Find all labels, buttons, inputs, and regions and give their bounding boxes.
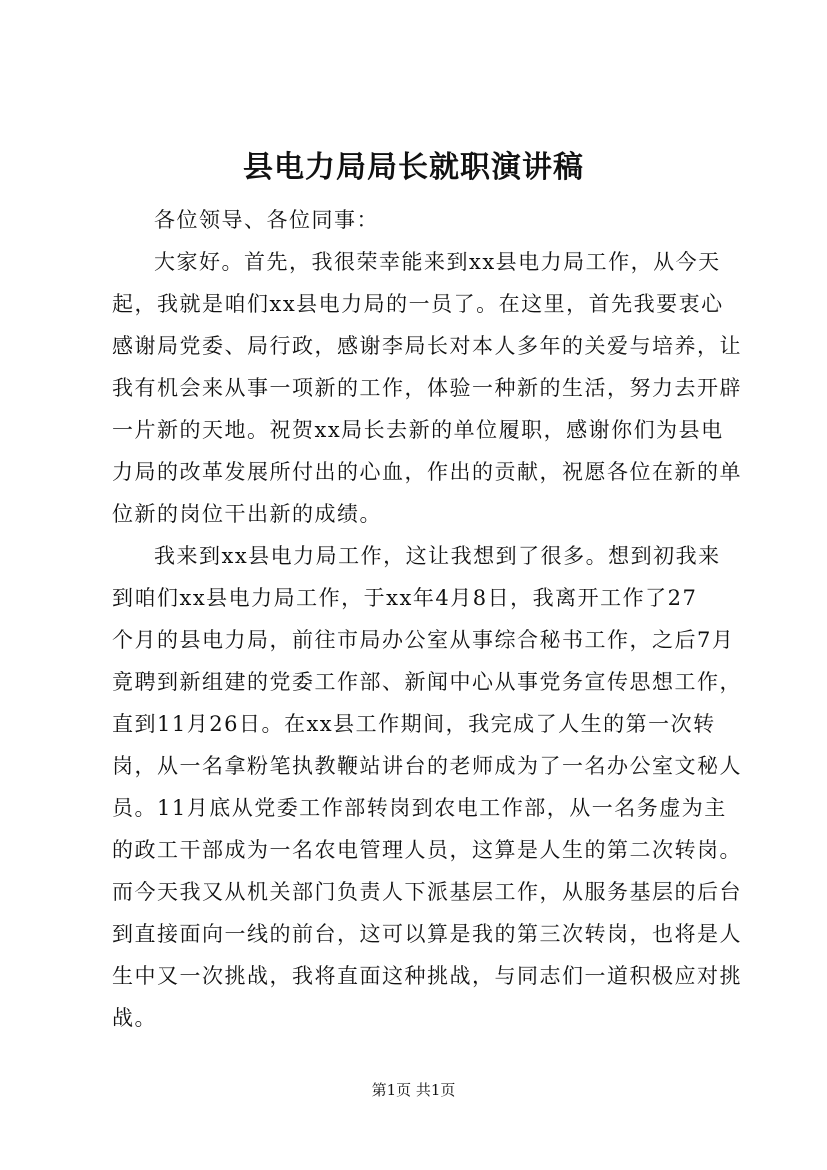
paragraph-line: 感谢局党委、局行政，感谢李局长对本人多年的关爱与培养，让 (112, 334, 742, 358)
paragraph-line: 力局的改革发展所付出的心血，作出的贡献，祝愿各位在新的单 (112, 460, 742, 484)
paragraph-line: 位新的岗位干出新的成绩。 (112, 502, 382, 526)
salutation-line: 各位领导、各位同事： (154, 208, 379, 232)
paragraph-line: 大家好。首先，我很荣幸能来到xx县电力局工作，从今天 (154, 250, 721, 274)
paragraph-line: 直到11月26日。在xx县工作期间，我完成了人生的第一次转 (112, 712, 716, 736)
document-title: 县电力局局长就职演讲稿 (243, 150, 584, 185)
paragraph-line: 一片新的天地。祝贺xx局长去新的单位履职，感谢你们为县电 (112, 418, 724, 442)
paragraph-line: 员。11月底从党委工作部转岗到农电工作部，从一名务虚为主 (112, 796, 727, 820)
paragraph-line: 竟聘到新组建的党委工作部、新闻中心从事党务宣传思想工作， (112, 670, 742, 694)
paragraph-line: 我有机会来从事一项新的工作，体验一种新的生活，努力去开辟 (112, 376, 742, 400)
paragraph-line: 战。 (112, 1006, 157, 1030)
paragraph-line: 到咱们xx县电力局工作，于xx年4月8日，我离开工作了27 (112, 586, 698, 610)
paragraph-line: 个月的县电力局，前往市局办公室从事综合秘书工作，之后7月 (112, 628, 735, 652)
page-number-footer: 第1页 共1页 (371, 1081, 456, 1099)
paragraph-line: 而今天我又从机关部门负责人下派基层工作，从服务基层的后台 (112, 880, 742, 904)
paragraph-line: 生中又一次挑战，我将直面这种挑战，与同志们一道积极应对挑 (112, 964, 742, 988)
paragraph-line: 起，我就是咱们xx县电力局的一员了。在这里，首先我要衷心 (112, 292, 724, 316)
document-body (112, 199, 742, 1039)
paragraph-line: 我来到xx县电力局工作，这让我想到了很多。想到初我来 (154, 544, 721, 568)
paragraph-line: 岗，从一名拿粉笔执教鞭站讲台的老师成为了一名办公室文秘人 (112, 754, 742, 778)
paragraph-line: 的政工干部成为一名农电管理人员，这算是人生的第二次转岗。 (112, 838, 742, 862)
paragraph-line: 到直接面向一线的前台，这可以算是我的第三次转岗，也将是人 (112, 922, 742, 946)
